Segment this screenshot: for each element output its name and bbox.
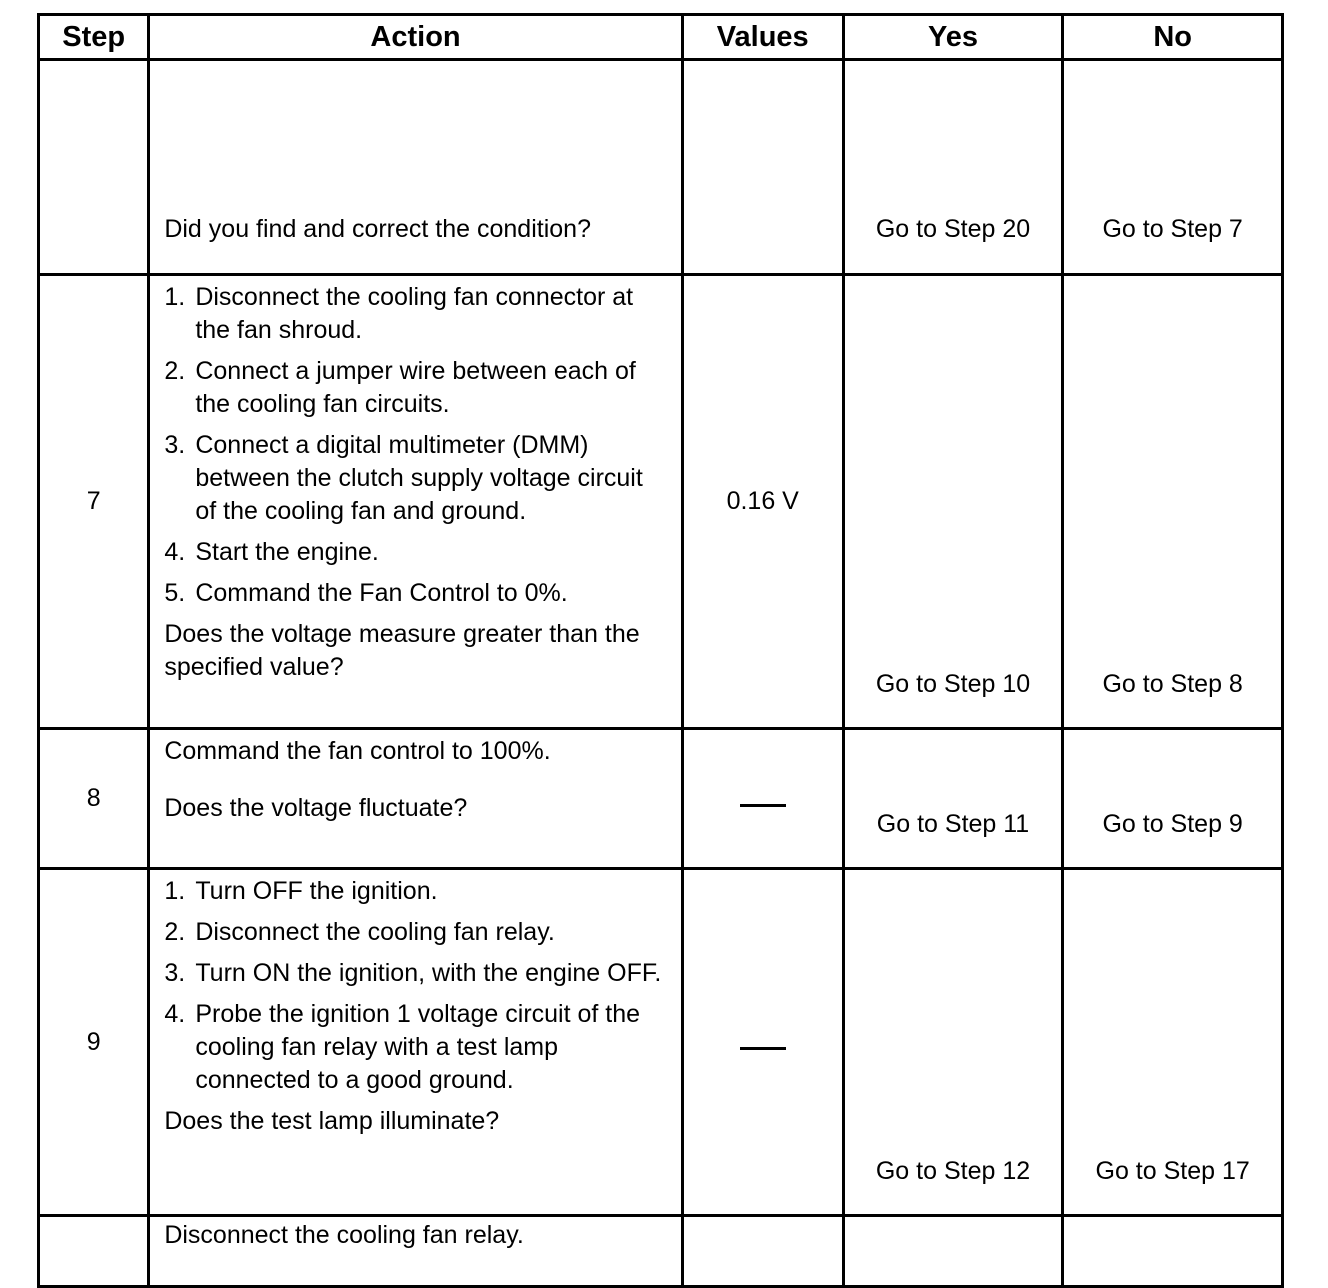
step-cell	[39, 1216, 149, 1287]
values-cell	[682, 869, 843, 1216]
list-item: 2. Disconnect the cooling fan relay.	[164, 918, 555, 946]
list-item: 1. Turn OFF the ignition.	[164, 877, 438, 905]
no-cell: Go to Step 8	[1063, 275, 1283, 729]
action-question: Does the test lamp illuminate?	[164, 1107, 500, 1135]
yes-cell: Go to Step 20	[843, 60, 1063, 275]
no-value-dash	[740, 804, 786, 807]
no-value-dash	[740, 1047, 786, 1050]
action-steps-list	[164, 281, 668, 610]
action-cell	[149, 275, 682, 729]
header-step: Step	[39, 15, 149, 60]
step-cell: 9	[39, 869, 149, 1216]
step-cell: 8	[39, 729, 149, 869]
table-row	[39, 60, 1283, 275]
action-cell	[149, 729, 682, 869]
action-instruction: Disconnect the cooling fan relay.	[164, 1221, 524, 1249]
no-cell: Go to Step 9	[1063, 729, 1283, 869]
list-item: 4. Probe the ignition 1 voltage circuit of the cooling fan relay with a test lamp connected to a good ground.	[164, 1000, 641, 1094]
table-row	[39, 275, 1283, 729]
no-cell: Go to Step 17	[1063, 869, 1283, 1216]
action-cell	[149, 1216, 682, 1287]
yes-cell: Go to Step 12	[843, 869, 1063, 1216]
diagnostic-table	[37, 13, 1284, 1288]
list-item: 2. Connect a jumper wire between each of the cooling fan circuits.	[164, 357, 636, 418]
step-cell	[39, 60, 149, 275]
action-question: Does the voltage measure greater than the specified value?	[164, 620, 640, 681]
no-cell: Go to Step 7	[1063, 60, 1283, 275]
header-row	[39, 15, 1283, 60]
yes-cell: Go to Step 10	[843, 275, 1063, 729]
table-row	[39, 729, 1283, 869]
header-action: Action	[149, 15, 682, 60]
list-item: 4. Start the engine.	[164, 538, 379, 566]
step-cell: 7	[39, 275, 149, 729]
action-question: Did you find and correct the condition?	[164, 215, 591, 243]
action-steps-list	[164, 875, 668, 1097]
values-cell	[682, 729, 843, 869]
values-cell	[682, 1216, 843, 1287]
values-cell: 0.16 V	[682, 275, 843, 729]
list-item: 3. Connect a digital multimeter (DMM) between the clutch supply voltage circuit of the cooling fan and ground.	[164, 431, 643, 525]
action-instruction: Command the fan control to 100%.	[164, 737, 551, 765]
table-row	[39, 869, 1283, 1216]
header-values: Values	[682, 15, 843, 60]
table-row	[39, 1216, 1283, 1287]
action-question: Does the voltage fluctuate?	[164, 794, 468, 822]
list-item: 5. Command the Fan Control to 0%.	[164, 579, 568, 607]
action-cell	[149, 869, 682, 1216]
header-yes: Yes	[843, 15, 1063, 60]
list-item: 3. Turn ON the ignition, with the engine OFF.	[164, 959, 662, 987]
yes-cell	[843, 1216, 1063, 1287]
values-cell	[682, 60, 843, 275]
yes-cell: Go to Step 11	[843, 729, 1063, 869]
list-item: 1. Disconnect the cooling fan connector at the fan shroud.	[164, 283, 634, 344]
header-no: No	[1063, 15, 1283, 60]
action-cell	[149, 60, 682, 275]
no-cell	[1063, 1216, 1283, 1287]
